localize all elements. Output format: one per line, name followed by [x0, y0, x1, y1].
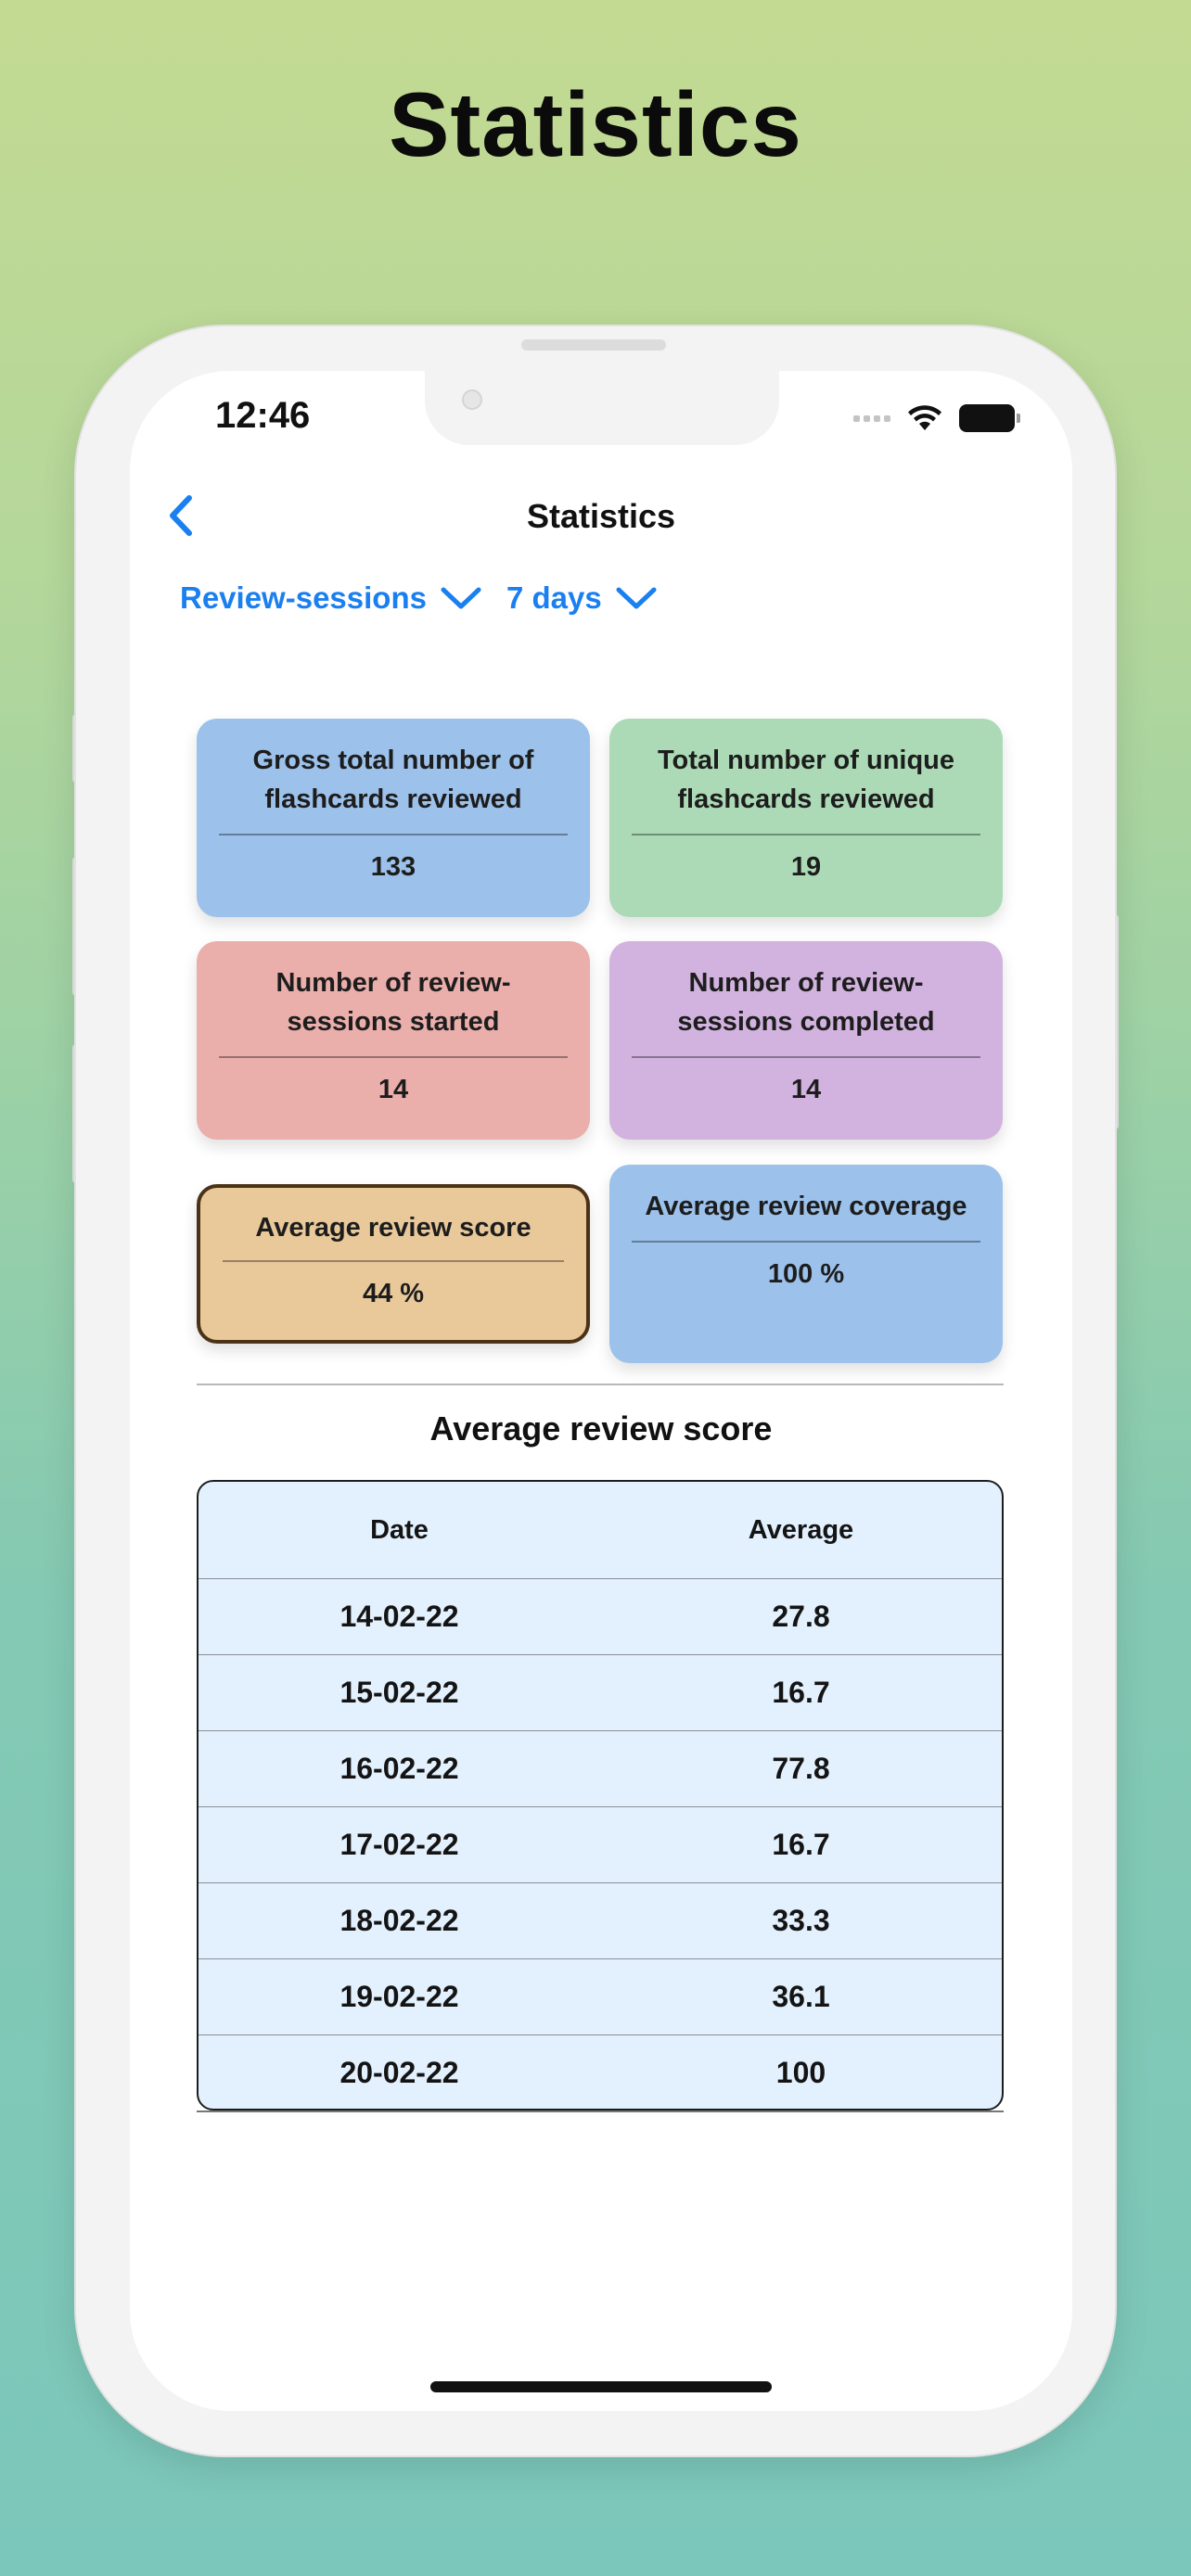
stat-card-label: Total number of unique flashcards reviewed [657, 746, 955, 814]
camera-icon [462, 389, 482, 410]
stat-card-value: 14 [790, 1075, 822, 1104]
table-row [198, 2034, 1002, 2111]
average-cell: 16.7 [772, 1828, 830, 1861]
table-row [198, 1730, 1002, 1806]
date-cell: 14-02-22 [339, 1600, 459, 1633]
nav-title: Statistics [526, 497, 676, 535]
average-cell: 100 [775, 2056, 826, 2089]
column-header-average: Average [748, 1514, 854, 1545]
app-screen [130, 371, 1072, 2411]
average-cell: 33.3 [772, 1904, 830, 1937]
column-header-date: Date [370, 1514, 429, 1545]
stat-card-label: Gross total number of flashcards reviewed [252, 746, 534, 814]
status-icons [853, 404, 1015, 432]
date-cell: 15-02-22 [339, 1676, 459, 1709]
stat-card-value: 14 [378, 1075, 409, 1104]
table-row [198, 1578, 1002, 1654]
page-heading: Statistics [389, 73, 802, 175]
stat-card-value: 44 % [362, 1279, 425, 1308]
average-cell: 77.8 [772, 1752, 830, 1785]
stat-card-label: Number of review-sessions started [275, 968, 511, 1037]
stat-card-label: Average review score [255, 1213, 531, 1243]
speaker-grille [521, 339, 666, 351]
stat-card-unique-total[interactable] [609, 719, 1003, 917]
status-time: 12:46 [215, 395, 311, 436]
stat-card-value: 19 [790, 852, 822, 882]
chevron-down-icon [615, 585, 658, 611]
cellular-signal-icon [853, 415, 890, 422]
stat-card-value: 133 [370, 852, 416, 882]
average-cell: 36.1 [772, 1980, 830, 2013]
chevron-down-icon [440, 585, 482, 611]
stat-card-sessions-completed[interactable] [609, 941, 1003, 1140]
stat-card-value: 100 % [767, 1259, 845, 1289]
date-cell: 18-02-22 [339, 1904, 459, 1937]
mode-dropdown[interactable] [180, 580, 482, 616]
table-row [198, 1882, 1002, 1958]
table-row [198, 1806, 1002, 1882]
home-indicator[interactable] [430, 2381, 772, 2392]
stat-card-label: Number of review-sessions completed [677, 968, 935, 1037]
average-cell: 16.7 [772, 1676, 830, 1709]
table-header-row [198, 1482, 1002, 1578]
date-cell: 16-02-22 [339, 1752, 459, 1785]
stat-card-sessions-started[interactable] [197, 941, 590, 1140]
average-cell: 27.8 [772, 1600, 830, 1633]
wifi-icon [907, 404, 942, 432]
table-row [198, 1654, 1002, 1730]
table-base-line [197, 2111, 1004, 2112]
stat-card-average-coverage[interactable] [609, 1165, 1003, 1363]
date-cell: 17-02-22 [339, 1828, 459, 1861]
table-row [198, 1958, 1002, 2034]
stat-card-average-score[interactable] [197, 1184, 590, 1344]
stat-card-label: Average review coverage [645, 1192, 967, 1221]
section-divider [197, 1384, 1004, 1385]
mode-dropdown-label: Review-sessions [180, 580, 427, 615]
battery-icon [959, 404, 1015, 432]
range-dropdown[interactable] [506, 580, 658, 616]
stat-card-gross-total[interactable] [197, 719, 590, 917]
date-cell: 20-02-22 [339, 2056, 459, 2089]
notch [425, 371, 779, 445]
date-cell: 19-02-22 [339, 1980, 459, 2013]
range-dropdown-label: 7 days [506, 580, 602, 615]
average-score-table [197, 1480, 1004, 2111]
section-title: Average review score [429, 1409, 773, 1447]
